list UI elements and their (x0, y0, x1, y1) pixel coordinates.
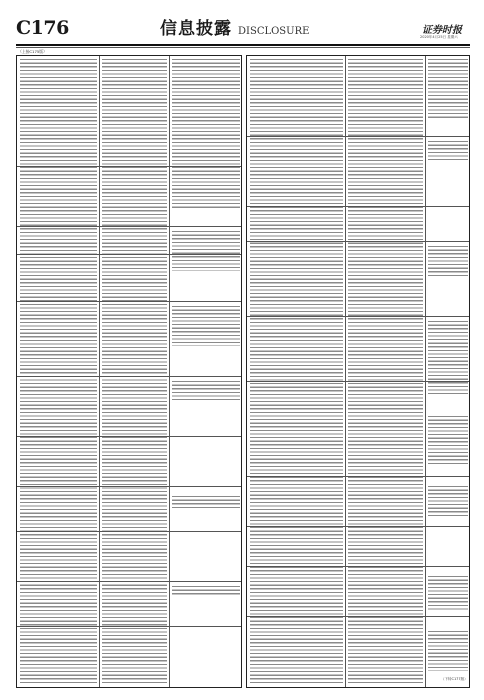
text-column (428, 246, 468, 276)
text-column (172, 586, 240, 596)
row-divider (17, 301, 242, 302)
text-column (20, 59, 97, 685)
row-divider (247, 241, 470, 242)
text-column (172, 381, 240, 401)
left-panel (16, 55, 242, 688)
text-column (428, 576, 468, 611)
text-column (428, 416, 468, 466)
text-column (250, 59, 343, 685)
column-divider (425, 56, 426, 688)
masthead (0, 0, 484, 44)
row-divider (247, 526, 470, 527)
row-divider (247, 136, 470, 137)
footer-continuation: （下转C177版） (441, 677, 468, 681)
row-divider (17, 254, 242, 255)
row-divider (17, 486, 242, 487)
text-column (428, 486, 468, 516)
header-rule-thin (16, 47, 470, 48)
row-divider (17, 166, 242, 167)
header-rule (16, 44, 470, 46)
text-column (172, 496, 240, 510)
row-divider (247, 316, 470, 317)
row-divider (17, 581, 242, 582)
issue-date: 2020年4月25日 星期六 (420, 35, 458, 39)
row-divider (17, 376, 242, 377)
newspaper-logo: 证券时报 (422, 25, 462, 36)
text-column (348, 59, 423, 685)
row-divider (17, 436, 242, 437)
text-column (428, 321, 468, 396)
row-divider (17, 626, 242, 627)
text-column (102, 59, 167, 685)
text-column (172, 59, 240, 209)
text-column (172, 231, 240, 271)
section-title-cn: 信息披露 (160, 19, 232, 39)
row-divider (247, 566, 470, 567)
column-divider (345, 56, 346, 688)
text-column (428, 59, 468, 119)
column-divider (169, 56, 170, 688)
row-divider (247, 476, 470, 477)
row-divider (247, 616, 470, 617)
row-divider (17, 531, 242, 532)
text-column (428, 631, 468, 671)
row-divider (17, 226, 242, 227)
text-column (172, 306, 240, 346)
column-divider (99, 56, 100, 688)
text-column (428, 141, 468, 161)
row-divider (247, 206, 470, 207)
right-panel (246, 55, 470, 688)
section-title-en: DISCLOSURE (238, 26, 310, 37)
row-divider (247, 381, 470, 382)
page-number: C176 (16, 17, 69, 39)
continuation-label: （上接C175版） (18, 49, 47, 54)
